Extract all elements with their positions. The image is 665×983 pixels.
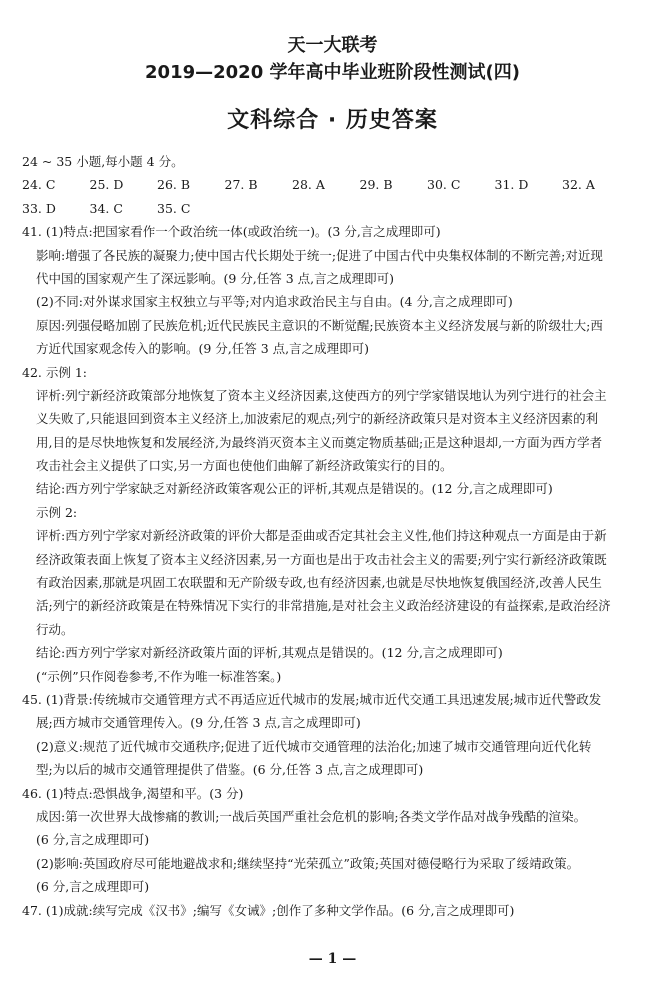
choice-answers-row-1 bbox=[22, 173, 650, 196]
answer-line: (2)意义:规范了近代城市交通秩序;促进了近代城市交通管理的法治化;加速了城市交通管理向近代化转 bbox=[36, 738, 592, 754]
answer-line: (2)影响:英国政府尽可能地避战求和;继续坚持“光荣孤立”政策;英国对德侵略行为采取了绥靖政策。 bbox=[36, 855, 580, 871]
page-number: — 1 — bbox=[308, 951, 357, 967]
choice-answer: 27. B bbox=[224, 177, 258, 193]
answer-line: 展;西方城市交通管理传入。(9 分,任答 3 点,言之成理即可) bbox=[36, 715, 361, 731]
choice-intro: 24 ~ 35 小题,每小题 4 分。 bbox=[22, 154, 184, 169]
answer-line: 代中国的国家观产生了深远影响。(9 分,任答 3 点,言之成理即可) bbox=[36, 270, 395, 286]
choice-answer: 30. C bbox=[427, 177, 461, 193]
choice-answer: 26. B bbox=[157, 177, 191, 193]
answer-line: 型;为以后的城市交通管理提供了借鉴。(6 分,任答 3 点,言之成理即可) bbox=[36, 762, 424, 778]
answer-line: 成因:第一次世界大战惨痛的教训;一战后英国严重社会危机的影响;各类文学作品对战争残酷的渲染。 bbox=[36, 808, 587, 824]
answer-line: 评析:西方列宁学家对新经济政策的评价大都是歪曲或否定其社会主义性,他们持这种观点一方面是由于新 bbox=[36, 528, 607, 544]
answer-line: 45. (1)背景:传统城市交通管理方式不再适应近代城市的发展;城市近代交通工具迅速发展;城市近代警政发 bbox=[22, 691, 602, 707]
answer-line: (“示例”只作阅卷参考,不作为唯一标准答案。) bbox=[36, 668, 282, 684]
answer-line: 行动。 bbox=[36, 621, 74, 637]
choice-answer: 33. D bbox=[22, 200, 56, 216]
exam-organizer-title: 天一大联考 bbox=[287, 35, 378, 56]
subjective-answers bbox=[22, 220, 650, 922]
choice-answers-row-2 bbox=[22, 197, 650, 220]
answer-line: 有政治因素,那就是巩固工农联盟和无产阶级专政,也有经济因素,也就是尽快地恢复俄国经济,改善人民生 bbox=[36, 575, 602, 591]
choice-answer: 24. C bbox=[22, 177, 56, 193]
answer-line: 41. (1)特点:把国家看作一个政治统一体(或政治统一)。(3 分,言之成理即可) bbox=[22, 224, 441, 240]
answer-line: (6 分,言之成理即可) bbox=[36, 879, 150, 895]
answer-line: 义失败了,只能退回到资本主义经济上,加波索尼的观点;列宁的新经济政策只是对资本主义经济因素的利 bbox=[36, 411, 599, 427]
choice-answer: 25. D bbox=[89, 177, 124, 193]
answer-line: (2)不同:对外谋求国家主权独立与平等;对内追求政治民主与自由。(4 分,言之成理即可) bbox=[36, 294, 513, 310]
answer-line: 活;列宁的新经济政策是在特殊情况下实行的非常措施,是对社会主义政治经济建设的有益探索,是政治经济 bbox=[36, 598, 611, 614]
answer-line: (6 分,言之成理即可) bbox=[36, 832, 150, 848]
answer-line: 47. (1)成就:续写完成《汉书》;编写《女诫》;创作了多种文学作品。(6 分,言之成理即可) bbox=[22, 902, 515, 918]
answer-line: 评析:列宁新经济政策部分地恢复了资本主义经济因素,这使西方的列宁学家错误地认为列宁进行的社会主 bbox=[36, 387, 607, 403]
answer-line: 示例 2: bbox=[36, 504, 78, 520]
answer-line: 方近代国家观念传入的影响。(9 分,任答 3 点,言之成理即可) bbox=[36, 341, 370, 357]
exam-name-title: 2019—2020 学年高中毕业班阶段性测试(四) bbox=[145, 62, 520, 83]
choice-answer: 34. C bbox=[89, 200, 123, 216]
choice-answer: 29. B bbox=[359, 177, 393, 193]
choice-answer: 31. D bbox=[494, 177, 529, 193]
answer-line: 影响:增强了各民族的凝聚力;使中国古代长期处于统一;促进了中国古代中央集权体制的不断完善;对近现 bbox=[36, 247, 603, 263]
choice-answer: 28. A bbox=[292, 177, 325, 193]
answer-line: 42. 示例 1: bbox=[22, 364, 87, 380]
answer-line: 结论:西方列宁学家对新经济政策片面的评析,其观点是错误的。(12 分,言之成理即可) bbox=[36, 645, 503, 661]
answer-line: 攻击社会主义提供了口实,另一方面也使他们曲解了新经济政策实行的目的。 bbox=[36, 458, 453, 474]
answer-line: 46. (1)特点:恐惧战争,渴望和平。(3 分) bbox=[22, 785, 244, 801]
answer-line: 经济政策表面上恢复了资本主义经济因素,另一方面也是出于攻击社会主义的需要;列宁实行新经济政策既 bbox=[36, 551, 607, 567]
answer-line: 原因:列强侵略加剧了民族危机;近代民族民主意识的不断觉醒;民族资本主义经济发展与新的阶级壮大;西 bbox=[36, 317, 603, 333]
answer-body bbox=[22, 150, 650, 922]
answer-line: 结论:西方列宁学家缺乏对新经济政策客观公正的评析,其观点是错误的。(12 分,言之成理即可) bbox=[36, 481, 553, 497]
subject-title: 文科综合 · 历史答案 bbox=[227, 108, 438, 133]
choice-answer: 32. A bbox=[562, 177, 595, 193]
answer-line: 用,目的是尽快地恢复和发展经济,为最终消灭资本主义而奠定物质基础;正是这种退却,一方面为西方学者 bbox=[36, 434, 603, 450]
choice-answer: 35. C bbox=[157, 200, 191, 216]
